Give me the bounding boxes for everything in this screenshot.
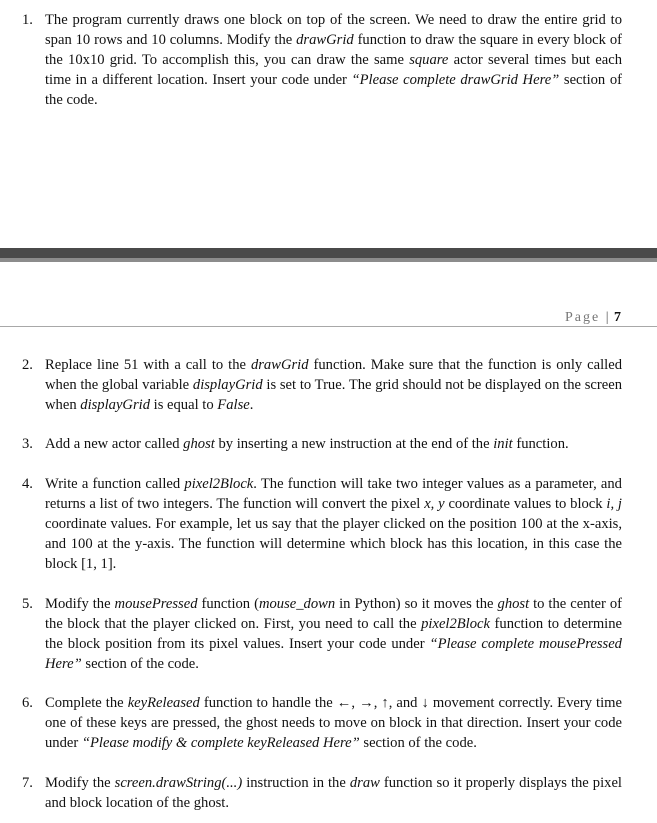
- item-number: 5.: [22, 596, 33, 612]
- text-run: function to handle the ←, →, ↑, and ↓ movement correctly. Every time one of these keys are pressed, the ghost needs to move on block in that direction. Insert your code under: [45, 695, 622, 751]
- item-text: [45, 693, 622, 753]
- text-run: Add a new actor called: [45, 436, 184, 452]
- text-run: in Python) so it moves the: [335, 596, 498, 612]
- text-run: . The function will take two integer values as a parameter, and returns a list of two integers. The function will convert the pixel: [45, 476, 622, 512]
- item-number: 6.: [22, 695, 33, 711]
- text-run: section of the code.: [81, 656, 199, 672]
- text-run: to the center of the block that the player clicked on. First, you need to call the: [45, 596, 622, 632]
- page-separator: |: [605, 310, 609, 325]
- italic-term: “Please modify & complete keyReleased Here”: [81, 735, 360, 751]
- text-run: Replace line 51 with a call to the: [45, 357, 251, 373]
- text-run: Complete the: [45, 695, 128, 711]
- italic-term: init: [493, 436, 513, 452]
- text-run: function. Make sure that the function is only called when the global variable: [45, 357, 622, 393]
- italic-term: i, j: [606, 496, 622, 512]
- text-run: instruction in the: [242, 775, 350, 791]
- list-item-1: [22, 10, 622, 110]
- text-run: is equal to: [150, 397, 218, 413]
- italic-term: displayGrid: [80, 397, 150, 413]
- italic-term: False: [217, 397, 250, 413]
- text-run: function to determine the block position from its pixel values. Insert your code under: [45, 616, 622, 652]
- list-item-3: [22, 434, 622, 454]
- italic-term: “Please complete mousePressed Here”: [45, 636, 622, 672]
- text-run: section of the code.: [45, 72, 622, 108]
- page-break-bar: [0, 248, 657, 262]
- item-text: [45, 355, 622, 415]
- text-run: function (: [197, 596, 259, 612]
- italic-term: ghost: [183, 436, 215, 452]
- item-number: 1.: [22, 12, 33, 28]
- text-run: is set to True. The grid should not be displayed on the screen when: [45, 377, 622, 413]
- text-run: Write a function called: [45, 476, 185, 492]
- text-run: function.: [512, 436, 569, 452]
- italic-term: mousePressed: [114, 596, 198, 612]
- item-text: [45, 474, 622, 574]
- list-item-2: [22, 355, 622, 415]
- italic-term: ghost: [497, 596, 530, 612]
- list-item-7: [22, 773, 622, 813]
- item-text: [45, 10, 622, 110]
- italic-term: drawGrid: [296, 32, 354, 48]
- italic-term: mouse_down: [258, 596, 336, 612]
- text-run: by inserting a new instruction at the end of the: [214, 436, 494, 452]
- text-run: coordinate values to block: [444, 496, 607, 512]
- item-text: [45, 434, 622, 454]
- text-run: Modify the: [45, 596, 115, 612]
- list-item-6: [22, 693, 622, 753]
- italic-term: x, y: [424, 496, 445, 512]
- italic-term: pixel2Block: [421, 616, 490, 632]
- italic-term: drawGrid: [250, 357, 309, 373]
- item-number: 3.: [22, 436, 33, 452]
- italic-term: square: [409, 52, 449, 68]
- text-run: The program currently draws one block on top of the screen. We need to draw the entire grid to span 10 rows and 10 columns. Modify the: [45, 12, 622, 48]
- text-run: .: [249, 397, 254, 413]
- italic-term: keyReleased: [127, 695, 200, 711]
- page-word: Page: [564, 310, 601, 325]
- header-rule: [0, 326, 657, 327]
- item-number: 7.: [22, 775, 33, 791]
- item-number: 2.: [22, 357, 33, 373]
- page-number-label: [565, 308, 621, 328]
- item-text: [45, 594, 622, 674]
- italic-term: pixel2Block: [184, 476, 254, 492]
- text-run: Modify the: [45, 775, 115, 791]
- text-run: actor several times but each time in a different location. Insert your code under: [45, 52, 622, 88]
- italic-term: screen.drawString(...): [114, 775, 243, 791]
- page-number: 7: [614, 310, 621, 325]
- item-number: 4.: [22, 476, 33, 492]
- text-run: function so it properly displays the pixel and block location of the ghost.: [45, 775, 622, 811]
- list-item-4: [22, 474, 622, 574]
- text-run: coordinate values. For example, let us say that the player clicked on the position 100 at the x-axis, and 100 at the y-axis. The function will determine which block has this location, in this case the block [1, 1].: [45, 516, 622, 572]
- list-item-5: [22, 594, 622, 674]
- italic-term: “Please complete drawGrid Here”: [351, 72, 560, 88]
- item-text: [45, 773, 622, 813]
- text-run: function to draw the square in every block of the 10x10 grid. To accomplish this, you can draw the same: [45, 32, 622, 68]
- italic-term: displayGrid: [192, 377, 263, 393]
- italic-term: draw: [349, 775, 380, 791]
- text-run: section of the code.: [359, 735, 477, 751]
